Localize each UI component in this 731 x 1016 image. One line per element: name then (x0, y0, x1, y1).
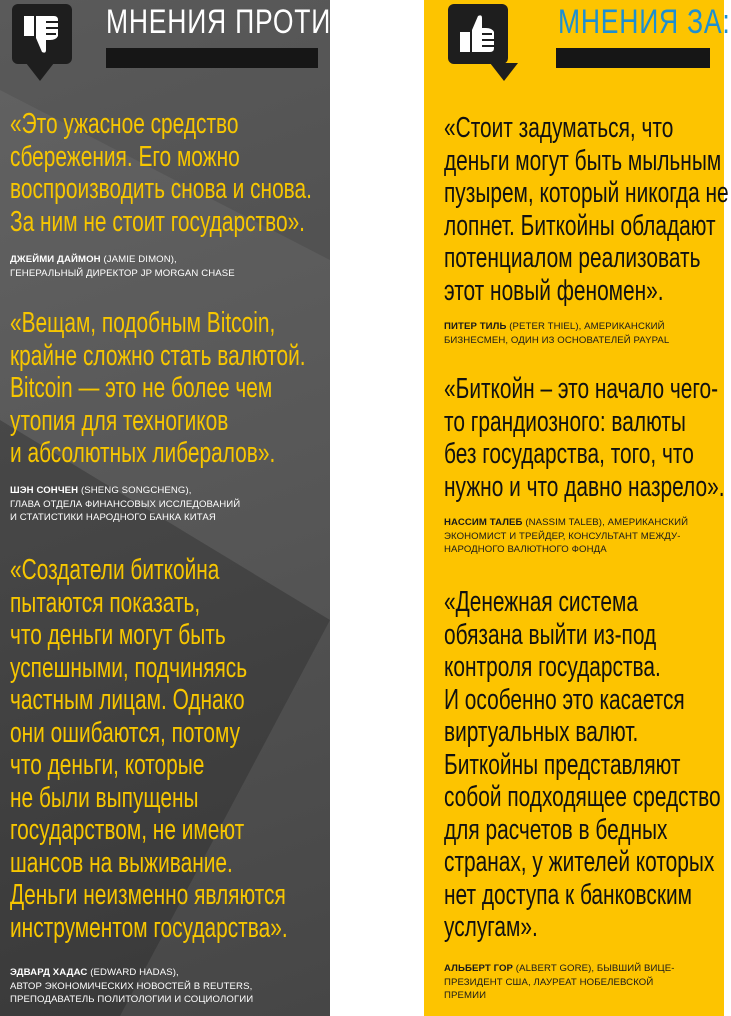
against-column (0, 0, 358, 1016)
for-attribution-3: АЛЬБЕРТ ГОР (ALBERT GORE), БЫВШИЙ ВИЦЕ- ПРЕЗИДЕНТ США, ЛАУРЕАТ НОБЕЛЕВСКОЙ ПРЕМИИ (444, 963, 675, 1001)
for-quote-2: «Биткойн – это начало чего- то грандиозного: валюты без государства, того, что нужно и что давно назрело». (444, 373, 725, 503)
for-heading: МНЕНИЯ ЗА: (558, 3, 731, 41)
against-quote-3: «Создатели биткойна пытаются показать, что деньги могут быть успешными, подчиняясь частным лицам. Однако они ошибаются, потому что деньги, которые не были выпущены государством, не имеют шансов на выживание. Деньги неизменно являются инструментом государства». (10, 554, 288, 944)
for-quote-1: «Стоит задуматься, что деньги могут быть мыльным пузырем, который никогда не лопнет. Биткойны обладают потенциалом реализовать этот новый феномен». (444, 112, 729, 307)
icon-tail (26, 63, 54, 81)
against-attribution-2: ШЭН СОНЧЕН (SHENG SONGCHENG), ГЛАВА ОТДЕЛА ФИНАНСОВЫХ ИССЛЕДОВАНИЙ И СТАТИСТИКИ НАРОДНОГО БАНКА КИТАЯ (10, 485, 241, 523)
against-quote-2: «Вещам, подобным Bitcoin, крайне сложно стать валютой. Bitcoin — это не более чем утопия для техногиков и абсолютных либералов». (10, 307, 306, 469)
thumbs-down-icon (12, 4, 72, 64)
for-attribution-2: НАССИМ ТАЛЕБ (NASSIM TALEB), АМЕРИКАНСКИЙ ЭКОНОМИСТ И ТРЕЙДЕР, КОНСУЛЬТАНТ МЕЖДУ- НАРОДНОГО ВАЛЮТНОГО ФОНДА (444, 517, 689, 555)
thumbs-up-icon (448, 4, 508, 64)
against-heading: МНЕНИЯ ПРОТИВ: (106, 3, 358, 41)
for-heading-bar (556, 48, 710, 68)
for-column (424, 0, 731, 1016)
against-attribution-3: ЭДВАРД ХАДАС (EDWARD HADAS), АВТОР ЭКОНОМИЧЕСКИХ НОВОСТЕЙ В REUTERS, ПРЕПОДАВАТЕЛЬ ПОЛИТОЛОГИИ И СОЦИОЛОГИИ (10, 967, 254, 1005)
icon-tail (490, 63, 518, 81)
against-attribution-1: ДЖЕЙМИ ДАЙМОН (JAMIE DIMON), ГЕНЕРАЛЬНЫЙ ДИРЕКТОР JP MORGAN CHASE (10, 254, 235, 279)
for-attribution-1: ПИТЕР ТИЛЬ (PETER THIEL), АМЕРИКАНСКИЙ БИЗНЕСМЕН, ОДИН ИЗ ОСНОВАТЕЛЕЙ PAYPAL (444, 321, 670, 346)
for-quote-3: «Денежная система обязана выйти из-под контроля государства. И особенно это касается виртуальных валют. Биткойны представляют собой подходящее средство для расчетов в бедных странах, у жителей которых нет доступа к банковским услугам». (444, 586, 721, 943)
against-quote-1: «Это ужасное средство сбережения. Его можно воспроизводить снова и снова. За ним не стоит государство». (10, 108, 312, 238)
against-heading-bar (106, 48, 318, 68)
